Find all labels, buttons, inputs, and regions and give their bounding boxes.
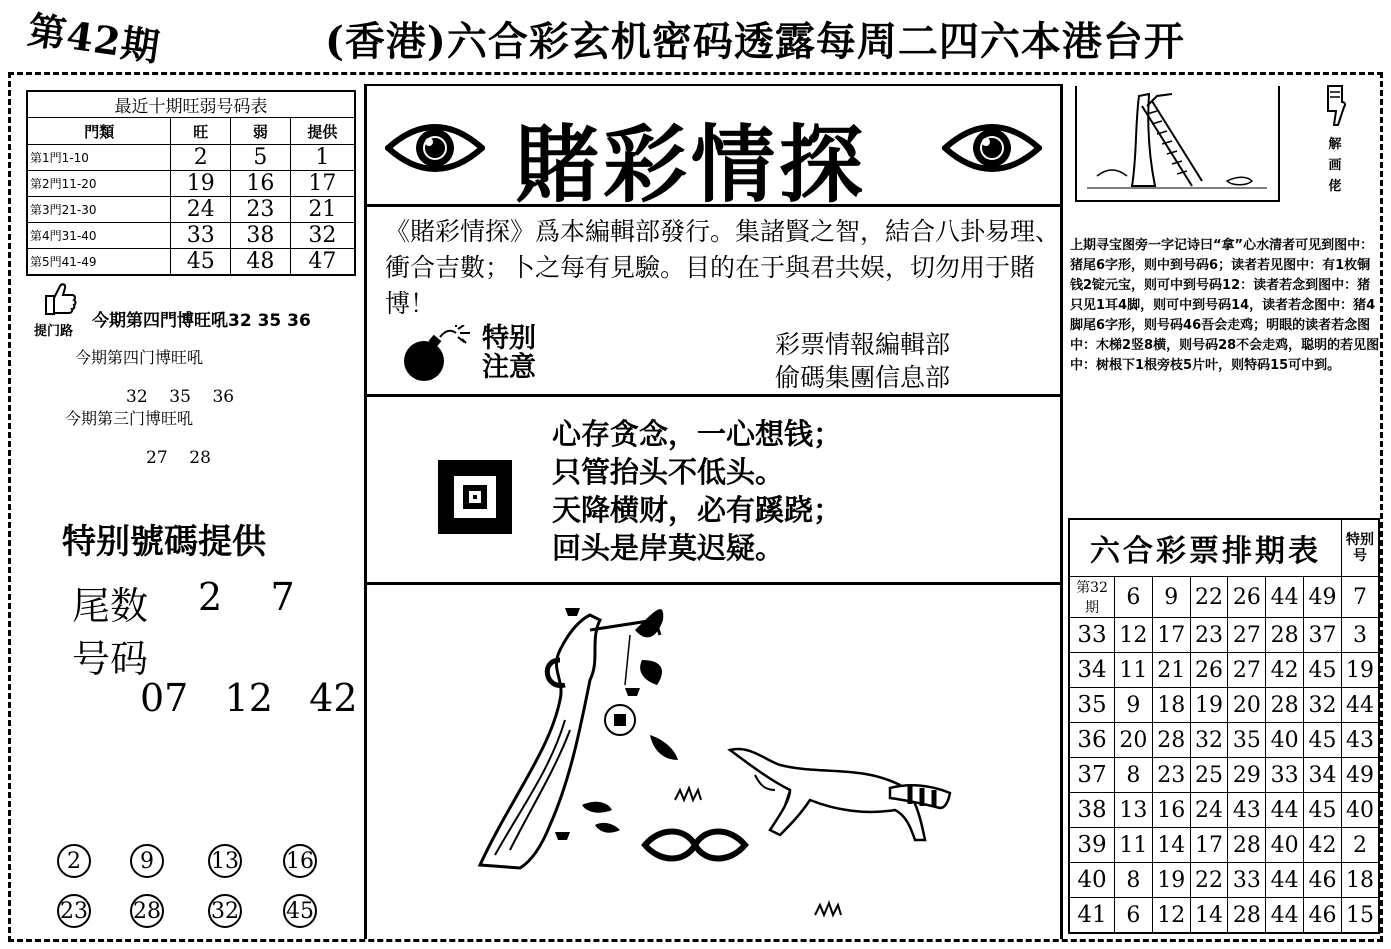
notice-label-1: 特别	[482, 323, 536, 354]
table-header-row	[27, 118, 355, 145]
schedule-title: 六合彩票排期表	[1069, 519, 1342, 577]
period-cell: 38	[1069, 793, 1115, 828]
schedule-row	[1069, 688, 1379, 723]
number-cell: 28	[1228, 898, 1266, 934]
wang-ruo-table	[26, 90, 356, 276]
divider-poem	[367, 582, 1060, 585]
schedule-row	[1069, 828, 1379, 863]
code-numbers: 07 12 42	[140, 676, 358, 720]
number-cell: 32	[1304, 688, 1342, 723]
number-circle: 45	[283, 894, 317, 928]
number-cell: 17	[1190, 828, 1228, 863]
row-label: 第2門11-20	[27, 171, 171, 197]
number-cell: 27	[1228, 618, 1266, 653]
tip-main: 今期第四門博旺吼32 35 36	[92, 311, 311, 331]
number-cell: 34	[1304, 758, 1342, 793]
number-cell: 45	[1304, 653, 1342, 688]
number-cell: 11	[1115, 653, 1153, 688]
special-number-cell: 18	[1342, 863, 1380, 898]
special-number-cell: 19	[1342, 653, 1380, 688]
hui-core	[469, 491, 481, 503]
poem-line: 只管抬头不低头。	[552, 455, 785, 489]
schedule-row	[1069, 793, 1379, 828]
bomb-icon	[400, 325, 480, 389]
number-cell: 42	[1304, 828, 1342, 863]
tail-label: 尾数	[72, 584, 149, 628]
number-cell: 44	[1266, 577, 1304, 618]
special-number-cell: 2	[1342, 828, 1380, 863]
special-number-cell: 15	[1342, 898, 1380, 934]
eye-icon-right	[942, 118, 1042, 182]
number-cell: 33	[1266, 758, 1304, 793]
thumbs-up-icon	[38, 278, 78, 322]
ruo-cell: 48	[231, 249, 291, 276]
ruo-cell: 16	[231, 171, 291, 197]
ruo-cell: 5	[231, 145, 291, 171]
headline: (香港)六合彩玄机密码透露每周二四六本港台开	[325, 18, 1185, 65]
hui-inner	[454, 476, 496, 518]
header-cell: 旺	[171, 118, 231, 145]
number-cell: 45	[1304, 793, 1342, 828]
tigong-cell: 32	[290, 223, 355, 249]
number-cell: 6	[1115, 577, 1153, 618]
eye-icon-left	[385, 118, 485, 182]
number-cell: 8	[1115, 758, 1153, 793]
wang-cell: 24	[171, 197, 231, 223]
table-row	[27, 223, 355, 249]
number-cell: 14	[1152, 828, 1190, 863]
number-cell: 49	[1304, 577, 1342, 618]
number-circle: 32	[208, 894, 242, 928]
code-label: 号码	[72, 637, 149, 681]
divider-intro	[367, 394, 1060, 397]
dept-2: 偷碼集團信息部	[775, 363, 951, 392]
number-cell: 9	[1115, 688, 1153, 723]
puzzle-illustration	[470, 600, 990, 934]
wang-cell: 33	[171, 223, 231, 249]
number-cell: 18	[1152, 688, 1190, 723]
number-cell: 46	[1304, 863, 1342, 898]
tigong-cell: 17	[290, 171, 355, 197]
schedule-row	[1069, 577, 1379, 618]
tip-line-2: 今期第三门博旺吼	[65, 409, 194, 428]
header-cell: 提供	[290, 118, 355, 145]
wang-cell: 2	[171, 145, 231, 171]
number-cell: 28	[1228, 828, 1266, 863]
period-cell: 40	[1069, 863, 1115, 898]
row-label: 第4門31-40	[27, 223, 171, 249]
schedule-row	[1069, 863, 1379, 898]
number-cell: 19	[1152, 863, 1190, 898]
number-cell: 23	[1190, 618, 1228, 653]
number-cell: 27	[1228, 653, 1266, 688]
poem-line: 回头是岸莫迟疑。	[552, 531, 785, 565]
period-cell: 第32期	[1069, 577, 1115, 618]
special-header: 特别号	[1342, 519, 1380, 577]
period-cell: 37	[1069, 758, 1115, 793]
poem-line: 天降横财，必有蹊跷；	[552, 493, 843, 527]
number-cell: 21	[1152, 653, 1190, 688]
table-row	[27, 145, 355, 171]
number-cell: 22	[1190, 863, 1228, 898]
number-cell: 26	[1190, 653, 1228, 688]
number-cell: 20	[1228, 688, 1266, 723]
dept-1: 彩票情報編輯部	[775, 330, 951, 359]
number-cell: 33	[1228, 863, 1266, 898]
number-circle: 9	[130, 844, 164, 878]
row-label: 第1門1-10	[27, 145, 171, 171]
number-circle: 16	[283, 844, 317, 878]
period-cell: 39	[1069, 828, 1115, 863]
schedule-row	[1069, 723, 1379, 758]
number-circle: 28	[130, 894, 164, 928]
number-cell: 24	[1190, 793, 1228, 828]
schedule-table	[1068, 518, 1380, 934]
divider-right	[1060, 84, 1063, 939]
number-cell: 11	[1115, 828, 1153, 863]
schedule-row	[1069, 898, 1379, 934]
table-caption: 最近十期旺弱号码表	[27, 91, 355, 118]
number-cell: 29	[1228, 758, 1266, 793]
number-cell: 12	[1152, 898, 1190, 934]
number-cell: 9	[1152, 577, 1190, 618]
number-cell: 45	[1304, 723, 1342, 758]
table-row	[27, 197, 355, 223]
number-cell: 46	[1304, 898, 1342, 934]
number-cell: 28	[1266, 688, 1304, 723]
number-cell: 42	[1266, 653, 1304, 688]
number-cell: 16	[1152, 793, 1190, 828]
tip-numbers-2: 27 28	[146, 448, 211, 468]
number-cell: 35	[1228, 723, 1266, 758]
number-cell: 25	[1190, 758, 1228, 793]
tail-numbers: 2 7	[198, 575, 295, 619]
table-row	[27, 249, 355, 276]
number-cell: 28	[1152, 723, 1190, 758]
tigong-cell: 21	[290, 197, 355, 223]
wang-cell: 19	[171, 171, 231, 197]
special-number-cell: 49	[1342, 758, 1380, 793]
notice-label-2: 注意	[482, 352, 536, 383]
number-cell: 44	[1266, 793, 1304, 828]
period-cell: 41	[1069, 898, 1115, 934]
period-cell: 34	[1069, 653, 1115, 688]
number-cell: 12	[1115, 618, 1153, 653]
main-title: 賭彩情探	[515, 115, 868, 214]
table-row	[27, 171, 355, 197]
number-cell: 13	[1115, 793, 1153, 828]
schedule-row	[1069, 758, 1379, 793]
divider-left	[364, 84, 367, 939]
special-number-cell: 7	[1342, 577, 1380, 618]
number-cell: 23	[1152, 758, 1190, 793]
header-cell: 弱	[231, 118, 291, 145]
hui-box	[438, 460, 512, 534]
issue-number: 第42期	[25, 6, 163, 70]
number-cell: 22	[1190, 577, 1228, 618]
tip-numbers-1: 32 35 36	[126, 387, 235, 407]
number-cell: 40	[1266, 828, 1304, 863]
number-cell: 6	[1115, 898, 1153, 934]
wang-cell: 45	[171, 249, 231, 276]
period-cell: 35	[1069, 688, 1115, 723]
tip-line-1: 今期第四门博旺吼	[75, 348, 204, 367]
row-label: 第3門21-30	[27, 197, 171, 223]
number-cell: 26	[1228, 577, 1266, 618]
special-number-cell: 43	[1342, 723, 1380, 758]
number-cell: 32	[1190, 723, 1228, 758]
number-cell: 17	[1152, 618, 1190, 653]
header-cell: 門類	[27, 118, 171, 145]
hint-picture	[1075, 86, 1280, 202]
tigong-cell: 1	[290, 145, 355, 171]
number-circle: 13	[208, 844, 242, 878]
special-number-cell: 40	[1342, 793, 1380, 828]
schedule-row	[1069, 653, 1379, 688]
row-label: 第5門41-49	[27, 249, 171, 276]
number-cell: 28	[1266, 618, 1304, 653]
tip-label: 提门路	[34, 324, 74, 339]
number-circle: 23	[57, 894, 91, 928]
special-number-cell: 44	[1342, 688, 1380, 723]
number-cell: 20	[1115, 723, 1153, 758]
schedule-row	[1069, 618, 1379, 653]
number-cell: 37	[1304, 618, 1342, 653]
number-cell: 43	[1228, 793, 1266, 828]
number-cell: 44	[1266, 898, 1304, 934]
intro-text: 《賭彩情探》爲本編輯部發行。集諸賢之智，結合八卦易理、衝合吉數；卜之每有見驗。目的在于與君共娱，切勿用于賭博！	[385, 217, 1061, 318]
period-cell: 33	[1069, 618, 1115, 653]
poem	[552, 415, 842, 567]
number-cell: 8	[1115, 863, 1153, 898]
pointing-hand-icon	[1322, 84, 1350, 132]
number-cell: 14	[1190, 898, 1228, 934]
side-label: 解画佬	[1328, 137, 1342, 194]
number-cell: 19	[1190, 688, 1228, 723]
number-circle: 2	[57, 844, 91, 878]
tigong-cell: 47	[290, 249, 355, 276]
special-number-cell: 3	[1342, 618, 1380, 653]
number-cell: 44	[1266, 863, 1304, 898]
ruo-cell: 38	[231, 223, 291, 249]
number-cell: 40	[1266, 723, 1304, 758]
clue-text: 上期寻宝图旁一字记诗曰“拿”心水清者可见到图中：猪尾6字形，则中到号码6；读者若见图中：有1枚铜钱2锭元宝，则可中到号码12：读者若念到图中：猪只见1耳4脚，则可中到号码14，读者若念图中：猪4脚尾6字形，则号码46吾会走鸡；明眼的读者若念图中：木梯2竖8横，则号码28不会走鸡，聪明的若见图中：树根下1根旁枝5片叶，则特码15可中到。	[1070, 238, 1380, 373]
ruo-cell: 23	[231, 197, 291, 223]
poem-line: 心存贪念，一心想钱；	[552, 417, 843, 451]
special-title: 特别號碼提供	[62, 522, 266, 562]
period-cell: 36	[1069, 723, 1115, 758]
